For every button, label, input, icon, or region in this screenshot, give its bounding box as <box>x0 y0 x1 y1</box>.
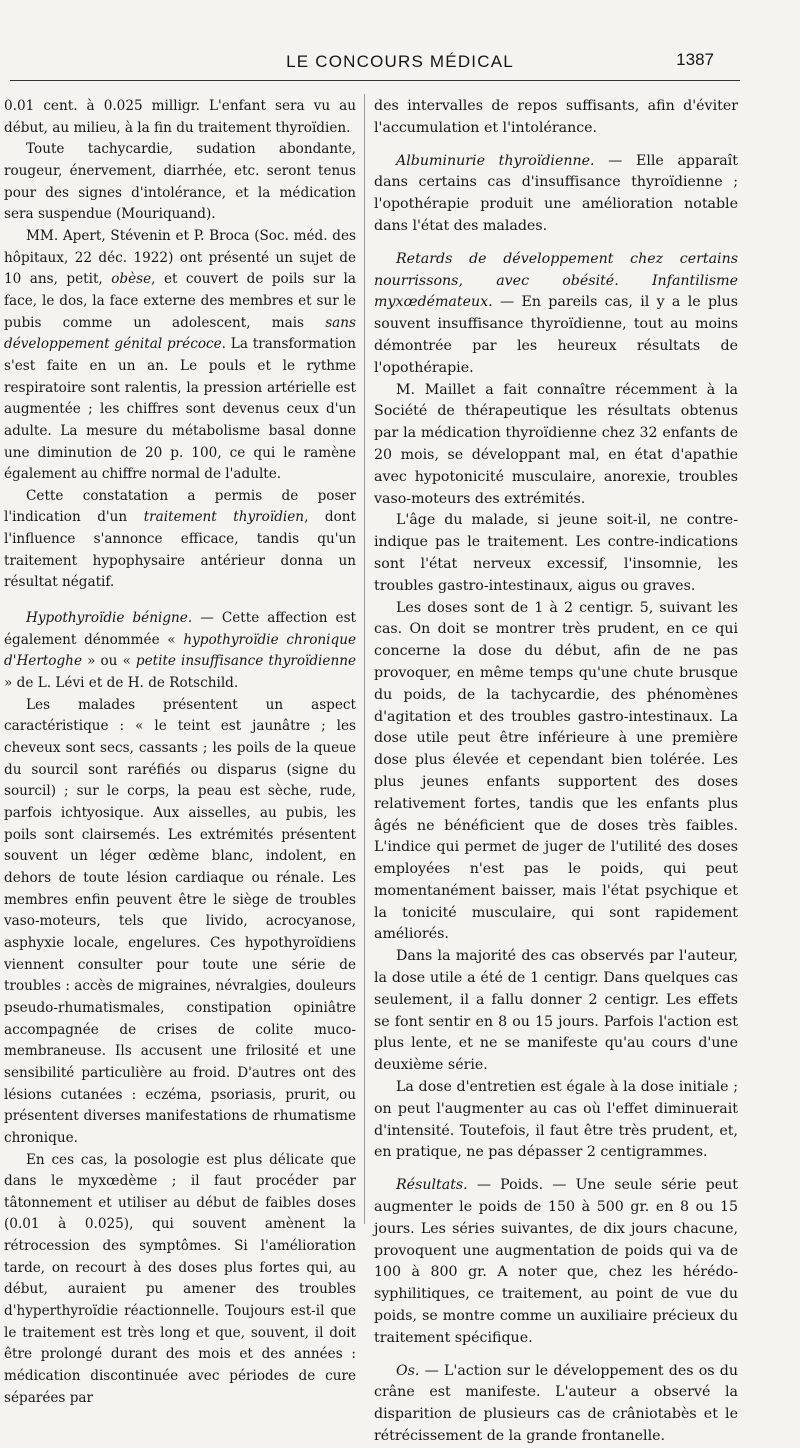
section-heading: Albuminurie thyroïdienne. <box>396 152 595 169</box>
paragraph: M. Maillet a fait connaître récemment à la Société de thérapeutique les résultats obtenus par la médication thyroïdienne chez 32 enfants de 20 mois, se développant mal, en état d'apathie avec hypotonicité musculaire, anorexie, troubles vaso-moteurs des extrémités. <box>374 381 738 507</box>
section-albuminurie <box>374 151 738 238</box>
page-header <box>0 48 800 78</box>
italic-run: sans développement génital précoce <box>4 314 356 353</box>
section-heading: Os. <box>396 1362 420 1379</box>
paragraph: L'âge du malade, si jeune soit-il, ne contre-indique pas le traitement. Les contre-indications sont l'état nerveux excessif, l'insomnie, les troubles gastro-intestinaux, aigus ou graves. <box>374 512 738 594</box>
right-column <box>374 96 738 1448</box>
paragraph: Dans la majorité des cas observés par l'auteur, la dose utile a été de 1 centigr. Dans quelques cas seulement, il a fallu donner 2 centigr. Les effets se font sentir en 8 ou 15 jours. Parfois l'action est plus lente, et ne se manifeste qu'au cours d'une deuxième série. <box>374 948 738 1074</box>
text-run: , et couvert de poils sur la face, le dos, la face externe des membres et sur le pubis comme un adolescent, mais <box>4 271 356 331</box>
page-number: 1387 <box>676 50 714 69</box>
section-heading: Retards de développement chez certains nourrissons, avec obésité. Infantilisme myxœdémateux. <box>374 250 738 311</box>
text-run: — Cette affection est également dénommée « <box>4 610 357 648</box>
paragraph: Les malades présentent un aspect caractéristique : « le teint est jaunâtre ; les cheveux sont secs, cassants ; les poils de la queue du sourcil sont raréfiés ou disparus (signe du sourcil) ; sur le corps, la peau est sèche, rude, parfois ichtyosique. Aux aisselles, au pubis, les poils sont clairsemés. Les extrémités présentent souvent un léger œdème blanc, indolent, en dehors de toute lésion cardiaque ou rénale. Les membres enfin peuvent être le siège de troubles vaso-moteurs, tels que livido, acrocyanose, asphyxie locale, engelures. Ces hypothyroïdiens viennent consulter pour toute une série de troubles : accès de migraines, névralgies, douleurs pseudo-rhumatismales, constipation opiniâtre accompagnée de crises de colite muco-membraneuse. Ils accusent une frilosité et une sensibilité particulière au froid. D'autres ont des lésions cutanées : eczéma, psoriasis, prurit, ou présentent diverses manifestations de rhumatisme chronique. <box>4 696 356 1146</box>
section-heading: Hypothyroïdie bénigne. <box>26 610 193 627</box>
paragraph: Toute tachycardie, sudation abondante, rougeur, énervement, diarrhée, etc. seront tenus pour des signes d'intolérance, et la médication sera suspendue (Mouriquand). <box>4 141 356 223</box>
paragraph: En ces cas, la posologie est plus délicate que dans le myxœdème ; il faut procéder par tâtonnement et utiliser au début de faibles doses (0.01 à 0.025), qui souvent amènent la rétrocession des symptômes. Si l'amélioration tarde, on recourt à des doses plus fortes qui, au début, auraient pu amener des troubles d'hyperthyroïdie réactionnelle. Toujours est-il que le traitement est très long et que, souvent, il doit être prolongé durant des mois et des années : médication discontinuée avec périodes de cure séparées par <box>4 1151 356 1406</box>
text-run: » ou « <box>82 653 136 670</box>
italic-run: obèse <box>111 271 152 288</box>
column-divider <box>364 94 365 1224</box>
section-resultats <box>374 1175 738 1349</box>
paragraph <box>4 486 356 594</box>
italic-run: petite insuffisance thyroïdienne <box>135 653 356 670</box>
text-run: » de L. Lévi et de H. de Rotschild. <box>4 675 239 692</box>
text-run: Cette constatation a permis de poser l'indication d'un <box>4 487 356 526</box>
left-column <box>4 96 356 1409</box>
text-run: — En pareils cas, il y a le plus souvent insuffisance thyroïdienne, tout au moins démontrée par les heureux résultats de l'opothérapie. <box>374 294 738 376</box>
paragraph <box>4 226 356 486</box>
header-rule <box>10 80 740 81</box>
text-run: , dont l'influence s'annonce efficace, tandis qu'un traitement hypophysaire antérieur donna un résultat négatif. <box>4 509 357 591</box>
paragraph: Les doses sont de 1 à 2 centigr. 5, suivant les cas. On doit se montrer très prudent, en ce qui concerne la dose du début, afin de ne pas provoquer, en même temps qu'une chute brusque du poids, de la tachycardie, des phénomènes d'agitation et des troubles gastro-intestinaux. La dose utile peut être inférieure à une première dose plus élevée et cependant bien tolérée. Les plus jeunes enfants supportent des doses relativement fortes, tandis que les enfants plus âgés ne bénéficient que de doses très faibles. L'indice qui permet de juger de l'utilité des doses employées n'est pas le poids, qui peut momentanément baisser, mais l'état psychique et la tonicité musculaire, qui sont rapidement améliorés. <box>374 599 738 943</box>
journal-title: LE CONCOURS MÉDICAL <box>286 52 514 71</box>
text-run: . La transformation s'est faite en un an. Le pouls et le rythme respiratoire sont ralentis, la pression artérielle est augmentée ; les chiffres sont devenus ceux d'un adulte. La mesure du métabolisme basal donne une diminution de 20 p. 100, ce qui le ramène également au chiffre normal de l'adulte. <box>4 336 356 483</box>
section-heading: Résultats. <box>396 1177 468 1194</box>
text-run: — Poids. — Une seule série peut augmenter le poids de 150 à 500 gr. en 8 ou 15 jours. Les séries suivantes, de dix jours chacune, provoquent une augmentation de poids qui va de 100 à 800 gr. A noter que, chez les hérédo-syphilitiques, ce traitement, au point de vue du poids, se montre comme un auxiliaire précieux du traitement spécifique. <box>374 1177 738 1346</box>
italic-run: traitement thyroïdien <box>143 509 305 526</box>
section-hypothyroidie-benigne <box>4 608 356 695</box>
paragraph: La dose d'entretien est égale à la dose initiale ; on peut l'augmenter au cas où l'effet diminuerait d'intensité. Toutefois, il faut être très prudent, et, en pratique, ne pas dépasser 2 centigrammes. <box>374 1079 738 1161</box>
section-retards-developpement <box>374 249 738 380</box>
section-os <box>374 1361 738 1448</box>
paragraph: des intervalles de repos suffisants, afin d'éviter l'accumulation et l'intolérance. <box>374 98 738 136</box>
text-run: — Elle apparaît dans certains cas d'insuffisance thyroïdienne ; l'opothérapie produit une amélioration notable dans l'état des malades. <box>374 152 738 234</box>
paragraph: 0.01 cent. à 0.025 milligr. L'enfant sera vu au début, au milieu, à la fin du traitement thyroïdien. <box>4 98 356 136</box>
text-run: — L'action sur le développement des os du crâne est manifeste. L'auteur a observé la disparition de plusieurs cas de crâniotabès et le rétrécissement de la grande frontanelle. <box>374 1362 738 1445</box>
text-run: MM. Apert, Stévenin et P. Broca (Soc. méd. des hôpitaux, 22 déc. 1922) ont présenté un sujet de 10 ans, petit, <box>4 227 356 288</box>
italic-run: hypothyroïdie chronique d'Hertoghe <box>4 631 356 670</box>
